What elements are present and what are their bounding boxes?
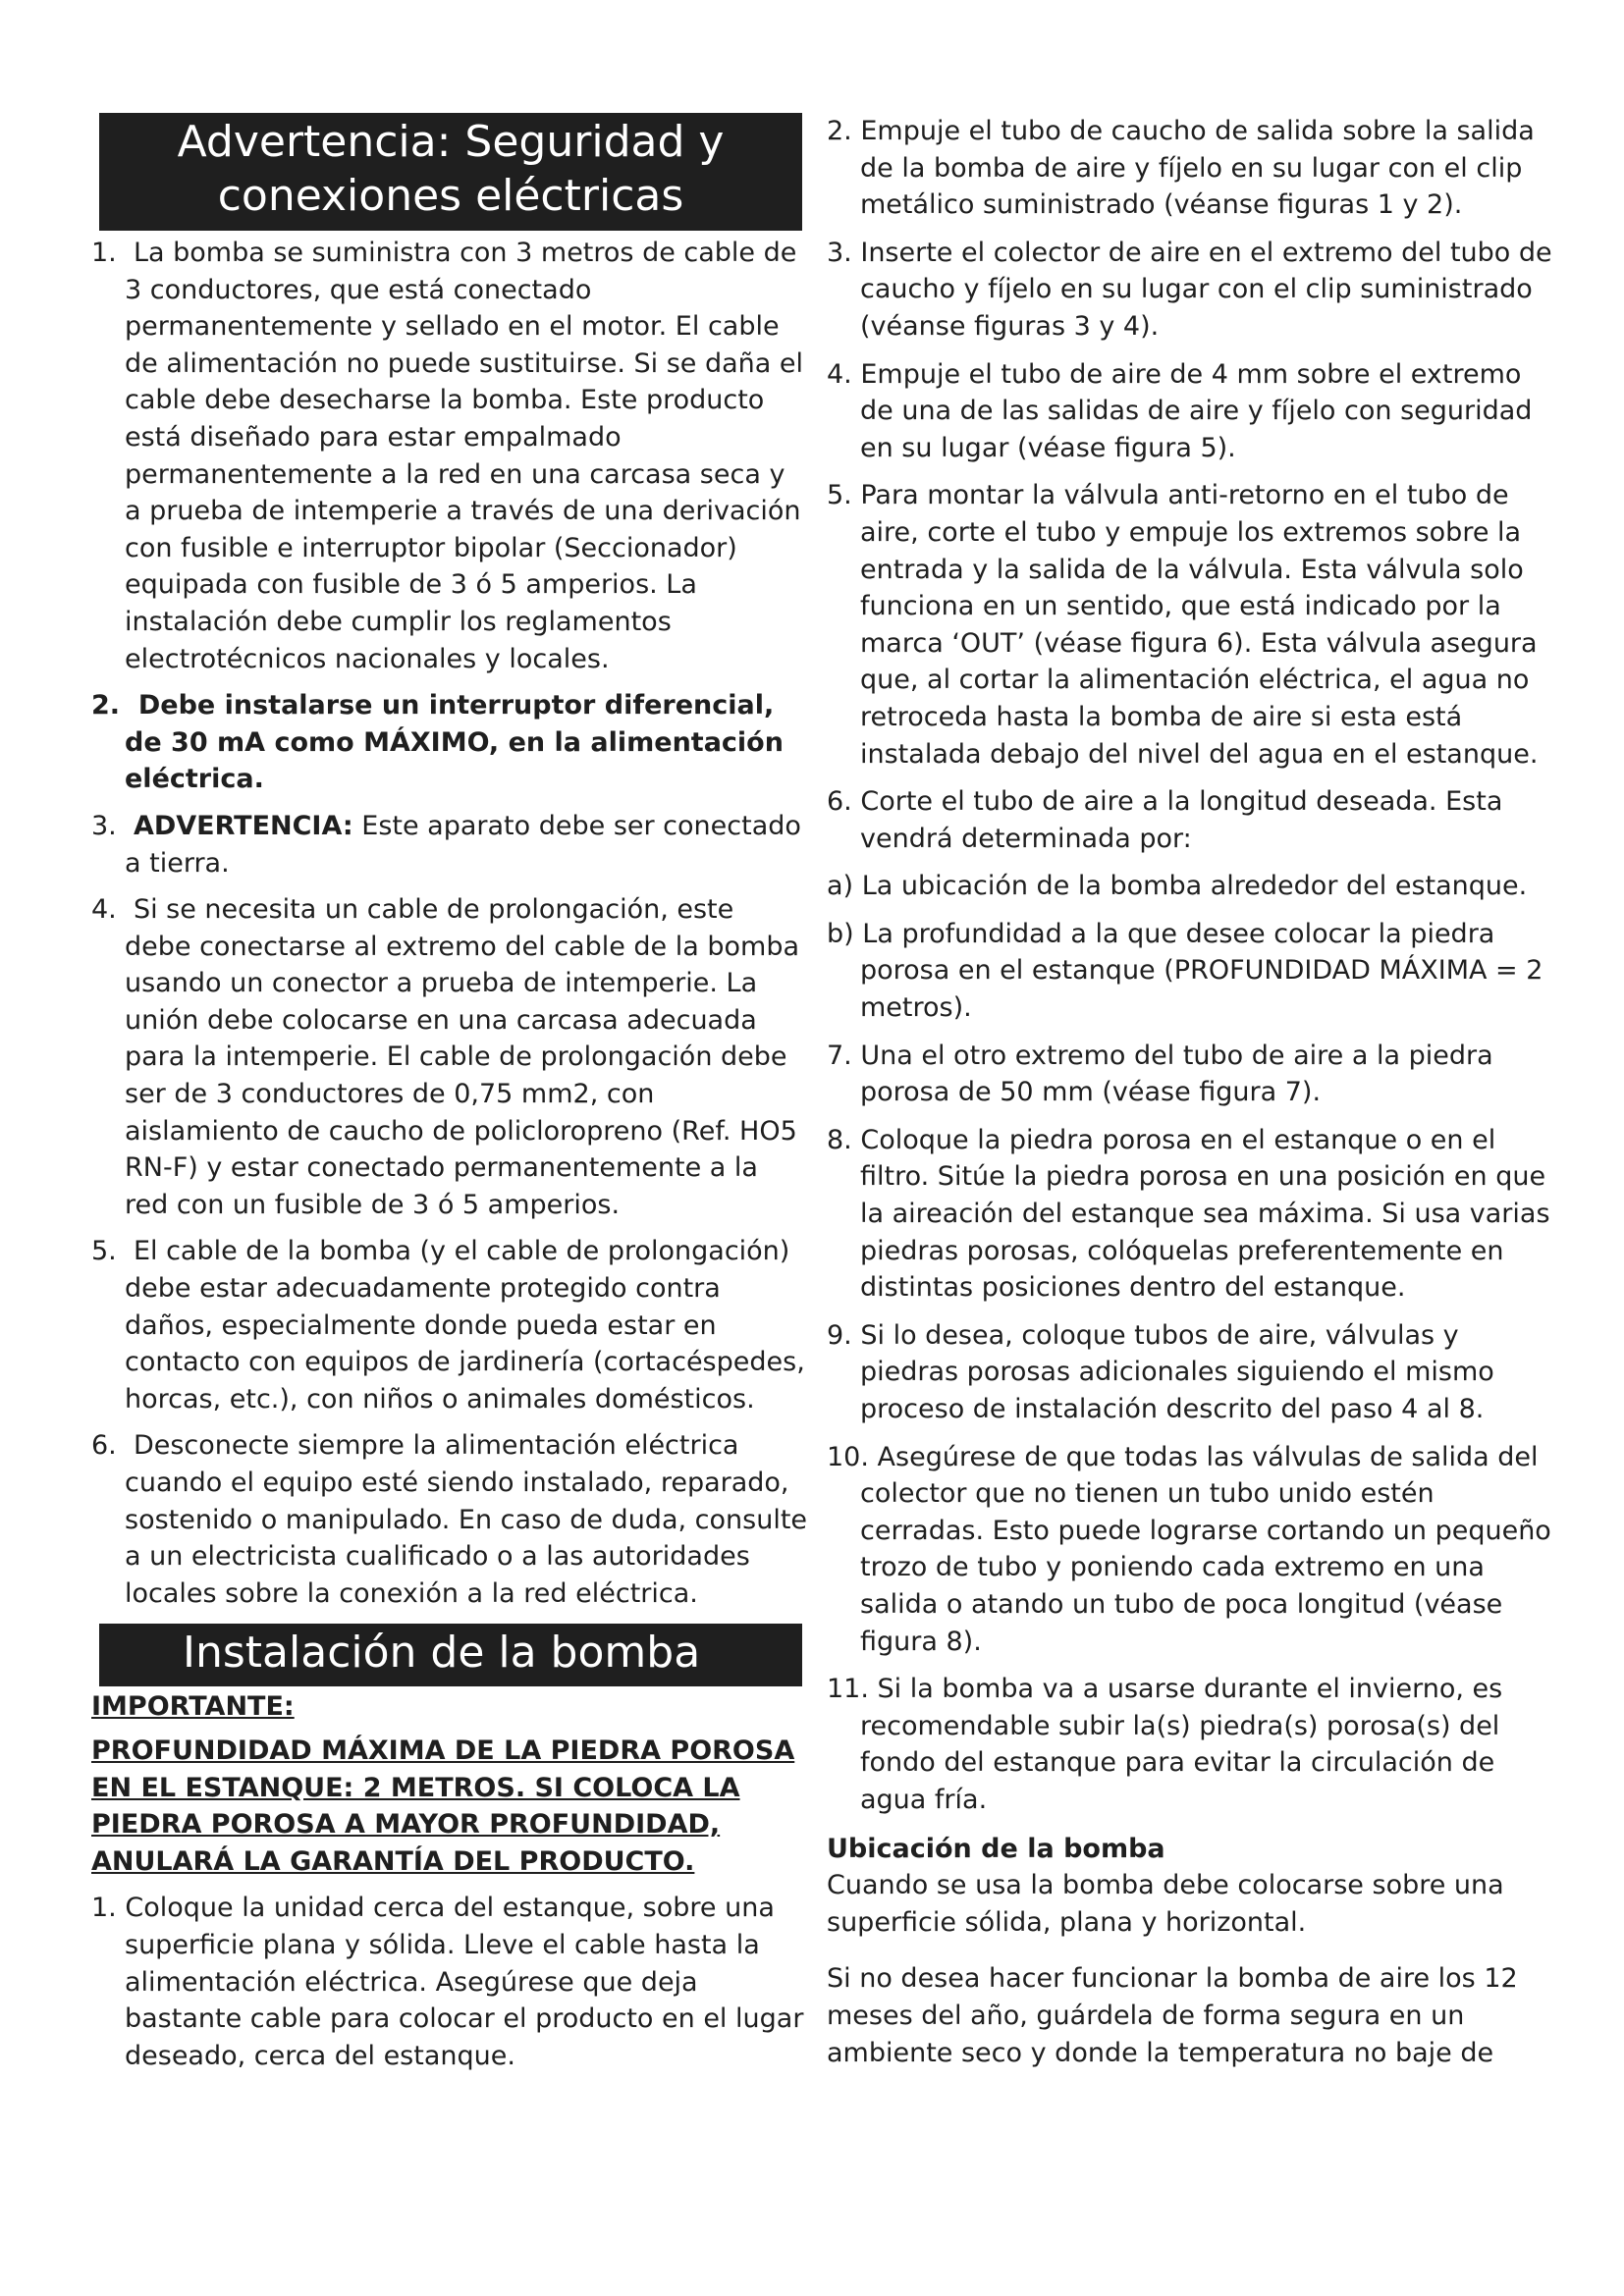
list-item: 3. Inserte el colector de aire en el extremo del tubo de caucho y fíjelo en su lugar con el clip suministrado (véanse figuras 3 y 4). [827, 237, 1552, 342]
list-item: 10. Asegúrese de que todas las válvulas de salida del colector que no tienen un tubo unido estén cerradas. Esto puede lograrse cortando un pequeño trozo de tubo y poniendo cada extremo en una salida o atando un tubo de poca longitud (véase figura 8). [827, 1441, 1551, 1657]
right-column [827, 113, 1553, 2071]
list-item: 2. Debe instalarse un interruptor diferencial, de 30 mA como MÁXIMO, en la alimentación eléctrica. [91, 690, 784, 795]
list-item: 6. Desconecte siempre la alimentación eléctrica cuando el equipo esté siendo instalado, reparado, sostenido o manipulado. En caso de duda, consulte a un electricista cualificado o a las autoridades locales sobre la conexión a la red eléctrica. [91, 1430, 808, 1609]
list-item: 5. El cable de la bomba (y el cable de prolongación) debe estar adecuadamente protegido contra daños, especialmente donde pueda estar en contacto con equipos de jardinería (cortacéspedes, horcas, etc.), con niños o animales domésticos. [91, 1236, 805, 1415]
list-item: 1. Coloque la unidad cerca del estanque, sobre una superficie plana y sólida. Lleve el cable hasta la alimentación eléctrica. Asegúrese que deja bastante cable para colocar el producto en el lugar deseado, cerca del estanque. [91, 1893, 804, 2071]
list-item: b) La profundidad a la que desee colocar la piedra porosa en el estanque (PROFUNDIDAD MÁXIMA = 2 metros). [827, 918, 1543, 1024]
install-list-continued [827, 113, 1553, 1819]
location-text: Cuando se usa la bomba debe colocarse sobre una superficie sólida, plana y horizontal. [827, 1870, 1504, 1938]
list-item: 4. Empuje el tubo de aire de 4 mm sobre el extremo de una de las salidas de aire y fíjelo con seguridad en su lugar (véase figura 5). [827, 358, 1533, 463]
list-item: 6. Corte el tubo de aire a la longitud deseada. Esta vendrá determinada por: [827, 786, 1503, 854]
install-heading: Instalación de la bomba [99, 1624, 802, 1686]
safety-list [91, 235, 808, 1612]
safety-heading-line-1: Advertencia: Seguridad y [177, 117, 725, 167]
list-item: 1. La bomba se suministra con 3 metros de cable de 3 conductores, que está conectado permanentemente y sellado en el motor. El cable de alimentación no puede sustituirse. Si se daña el cable debe desecharse la bomba. Este producto está diseñado para estar empalmado permanentemente a la red en una carcasa seca y a prueba de intemperie a través de una derivación con fusible e interruptor bipolar (Seccionador) equipada con fusible de 3 ó 5 amperios. La instalación debe cumplir los reglamentos electrotécnicos nacionales y locales. [91, 238, 804, 674]
storage-text: Si no desea hacer funcionar la bomba de aire los 12 meses del año, guárdela de forma segura en un ambiente seco y donde la temperatura no baje de [827, 1963, 1518, 2068]
install-list-start [91, 1890, 808, 2074]
list-item: 11. Si la bomba va a usarse durante el invierno, es recomendable subir la(s) piedra(s) porosa(s) del fondo del estanque para evitar la circulación de agua fría. [827, 1674, 1503, 1815]
important-warning: PROFUNDIDAD MÁXIMA DE LA PIEDRA POROSA EN EL ESTANQUE: 2 METROS. SI COLOCA LA PIEDRA POROSA A MAYOR PROFUNDIDAD, ANULARÁ LA GARANTÍA DEL PRODUCTO. [91, 1735, 795, 1877]
list-item: 2. Empuje el tubo de caucho de salida sobre la salida de la bomba de aire y fíjelo en su lugar con el clip metálico suministrado (véanse figuras 1 y 2). [827, 116, 1535, 221]
list-item: 3. ADVERTENCIA: Este aparato debe ser conectado a tierra. [91, 810, 801, 879]
safety-heading-line-2: conexiones eléctricas [217, 171, 684, 221]
list-item: 7. Una el otro extremo del tubo de aire a la piedra porosa de 50 mm (véase figura 7). [827, 1040, 1493, 1108]
safety-heading [99, 113, 802, 231]
list-item: 5. Para montar la válvula anti-retorno en el tubo de aire, corte el tubo y empuje los extremos sobre la entrada y la salida de la válvula. Esta válvula solo funciona en un sentido, que está indicado por la marca ‘OUT’ (véase figura 6). Esta válvula asegura que, al cortar la alimentación eléctrica, el agua no retroceda hasta la bomba de aire si esta está instalada debajo del nivel del agua en el estanque. [827, 480, 1539, 770]
left-column [91, 113, 808, 2074]
list-item: a) La ubicación de la bomba alrededor del estanque. [827, 871, 1528, 902]
important-label: IMPORTANTE: [91, 1691, 295, 1723]
list-item: 8. Coloque la piedra porosa en el estanque o en el filtro. Sitúe la piedra porosa en una posición en que la aireación del estanque sea máxima. Si usa varias piedras porosas, colóquelas preferentemente en distintas posiciones dentro del estanque. [827, 1124, 1550, 1304]
location-heading: Ubicación de la bomba [827, 1833, 1165, 1864]
list-item: 4. Si se necesita un cable de prolongación, este debe conectarse al extremo del cable de la bomba usando un conector a prueba de intemperie. La unión debe colocarse en una carcasa adecuada para la intemperie. El cable de prolongación debe ser de 3 conductores de 0,75 mm2, con aislamiento de caucho de policloropreno (Ref. HO5 RN-F) y estar conectado permanentemente a la red con un fusible de 3 ó 5 amperios. [91, 894, 800, 1220]
list-item: 9. Si lo desea, coloque tubos de aire, válvulas y piedras porosas adicionales siguiendo el mismo proceso de instalación descrito del paso 4 al 8. [827, 1319, 1494, 1424]
